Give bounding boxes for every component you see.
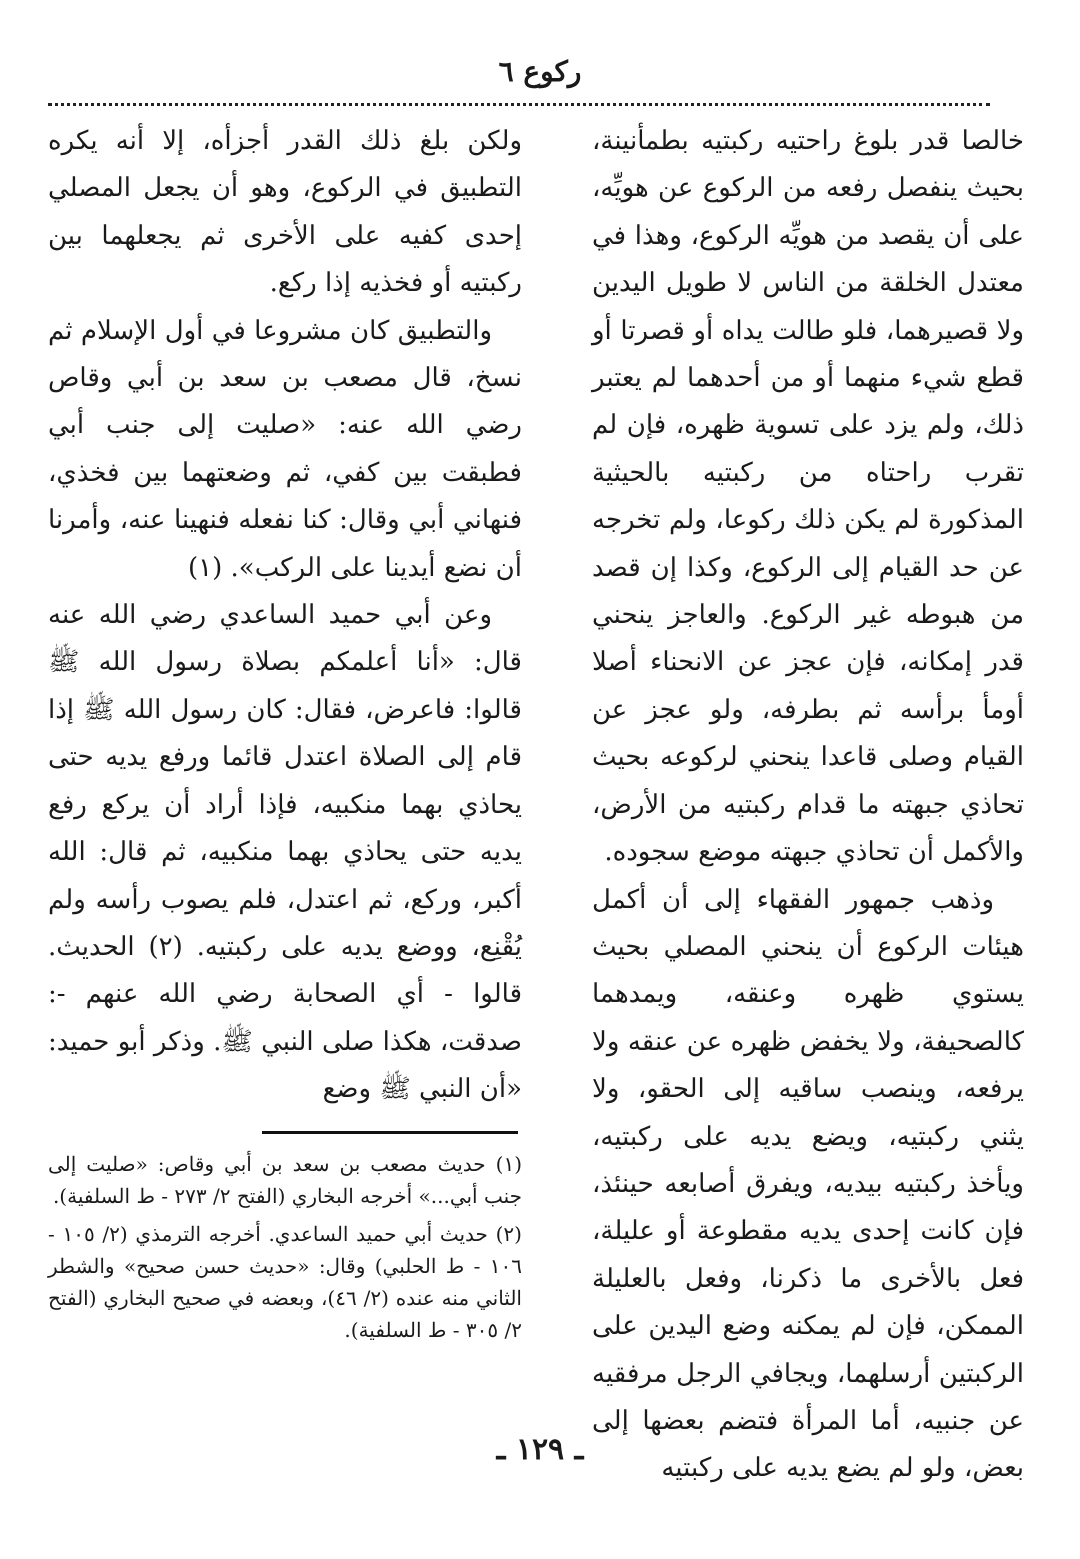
left-column bbox=[48, 118, 522, 1114]
paragraph: خالصا قدر بلوغ راحتيه ركبتيه بطمأنينة، بحيث ينفصل رفعه من الركوع عن هويِّه، على أن يقصد من هويِّه الركوع، وهذا في معتدل الخلقة من الناس لا طويل اليدين ولا قصيرهما، فلو طالت يداه أو قصرتا أو قطع شيء منهما أو من أحدهما لم يعتبر ذلك، ولم يزد على تسوية ظهره، فإن لم تقرب راحتاه من ركبتيه بالحيثية المذكورة لم يكن ذلك ركوعا، ولم تخرجه عن حد القيام إلى الركوع، وكذا إن قصد من هبوطه غير الركوع. والعاجز ينحني قدر إمكانه، فإن عجز عن الانحناء أصلا أومأ برأسه ثم بطرفه، ولو عجز عن القيام وصلى قاعدا ينحني لركوعه بحيث تحاذي جبهته ما قدام ركبتيه من الأرض، والأكمل أن تحاذي جبهته موضع سجوده. bbox=[592, 126, 1024, 868]
right-column bbox=[592, 118, 1024, 1493]
paragraph: وذهب جمهور الفقهاء إلى أن أكمل هيئات الركوع أن ينحني المصلي بحيث يستوي ظهره وعنقه، ويمدهما كالصحيفة، ولا يخفض ظهره عن عنقه ولا يرفعه، وينصب ساقيه إلى الحقو، ولا يثني ركبتيه، ويضع يديه على ركبتيه، ويأخذ ركبتيه بيديه، ويفرق أصابعه حينئذ، فإن كانت إحدى يديه مقطوعة أو عليلة، فعل بالأخرى ما ذكرنا، وفعل بالعليلة الممكن، فإن لم يمكنه وضع اليدين على الركبتين أرسلهما، ويجافي الرجل مرفقيه عن جنبيه، أما المرأة فتضم بعضها إلى بعض، ولو لم يضع يديه على ركبتيه bbox=[592, 884, 1024, 1484]
paragraph: وعن أبي حميد الساعدي رضي الله عنه قال: «أنا أعلمكم بصلاة رسول الله ﷺ قالوا: فاعرض، فقال: كان رسول الله ﷺ إذا قام إلى الصلاة اعتدل قائما ورفع يديه حتى يحاذي بهما منكبيه، فإذا أراد أن يركع رفع يديه حتى يحاذي بهما منكبيه، ثم قال: الله أكبر، وركع، ثم اعتدل، فلم يصوب رأسه ولم يُقْنِع، ووضع يديه على ركبتيه. (٢) الحديث. قالوا - أي الصحابة رضي الله عنهم -: صدقت، هكذا صلى النبي ﷺ. وذكر أبو حميد: «أن النبي ﷺ وضع bbox=[48, 600, 523, 1105]
footnotes bbox=[48, 1148, 522, 1352]
paragraph: والتطبيق كان مشروعا في أول الإسلام ثم نسخ، قال مصعب بن سعد بن أبي وقاص رضي الله عنه: «صليت إلى جنب أبي فطبقت بين كفي، ثم وضعتهما بين فخذي، فنهاني أبي وقال: كنا نفعله فنهينا عنه، وأمرنا أن نضع أيدينا على الركب». (١) bbox=[48, 315, 522, 583]
running-title: ركوع ٦ bbox=[498, 55, 582, 88]
paragraph: ولكن بلغ ذلك القدر أجزأه، إلا أنه يكره التطبيق في الركوع، وهو أن يجعل المصلي إحدى كفيه على الأخرى ثم يجعلهما بين ركبتيه أو فخذيه إذا ركع. bbox=[48, 126, 522, 299]
header-dotted-rule bbox=[48, 103, 990, 106]
footnote: (١) حديث مصعب بن سعد بن أبي وقاص: «صليت إلى جنب أبي...» أخرجه البخاري (الفتح ٢/ ٢٧٣ - ط السلفية). bbox=[48, 1152, 522, 1208]
footnote: (٢) حديث أبي حميد الساعدي. أخرجه الترمذي (٢/ ١٠٥ - ١٠٦ - ط الحلبي) وقال: «حديث حسن صحيح» والشطر الثاني منه عنده (٢/ ٤٦)، وبعضه في صحيح البخاري (الفتح ٢/ ٣٠٥ - ط السلفية). bbox=[48, 1222, 522, 1342]
page-number: ـ ١٢٩ ـ bbox=[496, 1432, 584, 1467]
footnote-separator bbox=[262, 1131, 518, 1134]
